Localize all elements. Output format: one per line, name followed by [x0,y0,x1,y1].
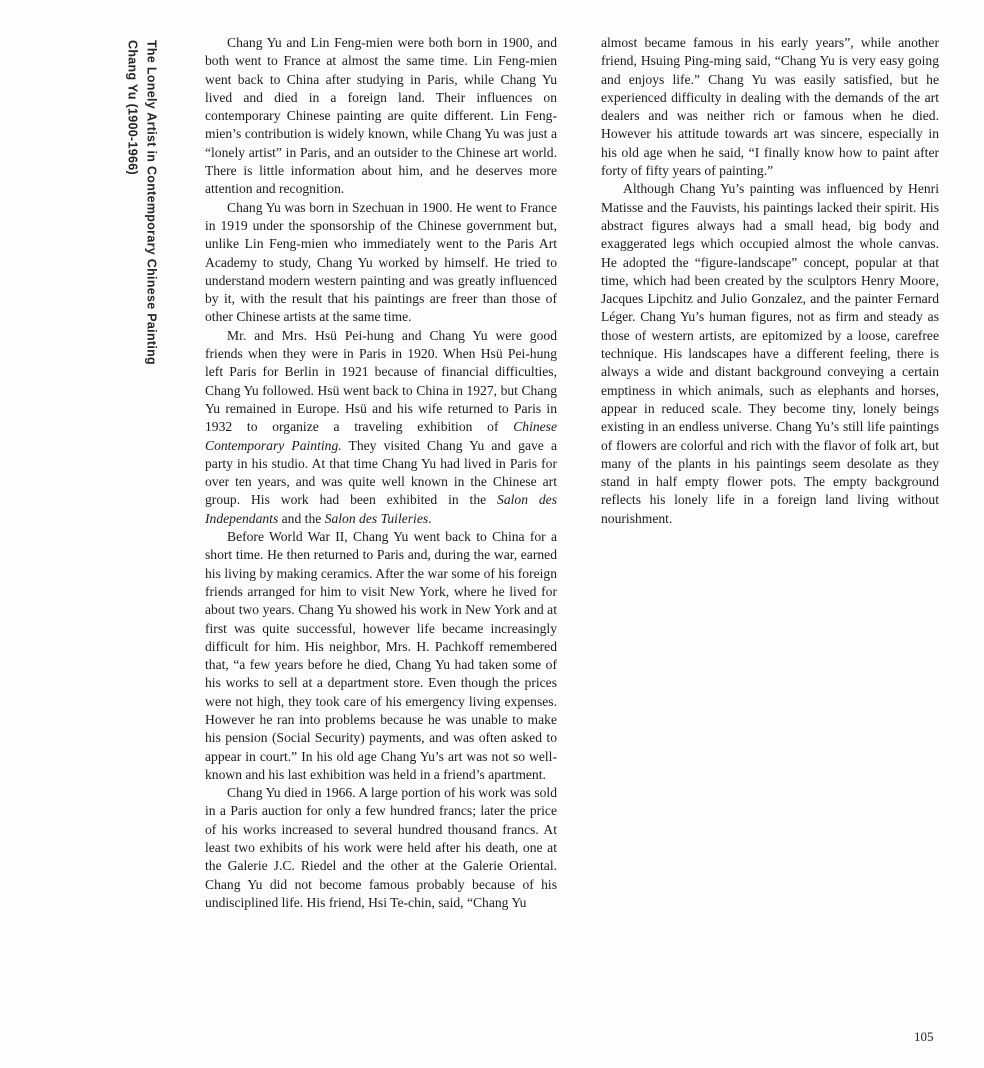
paragraph [205,327,557,528]
paragraph [205,34,557,199]
paragraph [205,784,557,912]
left-column [205,34,557,912]
paragraph [205,528,557,784]
text-run: and the [278,510,325,526]
right-column [601,34,939,912]
text-run: Although Chang Yu’s painting was influenced by Henri Matisse and the Fauvists, his paintings lacked their spirit. His abstract figures always had a small head, big body and exaggerated legs which occupied almost the whole canvas. He adopted the “figure-landscape” concept, popular at that time, which had been created by the sculptors Henry Moore, Jacques Lipchitz and Julio Gonzalez, and the painter Fernard Léger. Chang Yu’s human figures, not as firm and steady as those of western artists, are epitomized by a loose, carefree technique. His landscapes have a different feeling, there is always a wide and distant background conveying a certain emptiness in which animals, such as elephants and horses, appear in reduced scale. They become tiny, lonely beings existing in an endless universe. Chang Yu’s still life paintings of flowers are colorful and rich with the flavor of folk art, but many of the plants in his paintings seem desolate as they stand in half empty flower pots. The empty background reflects his lonely life in a foreign land living without nourishment. [601,181,939,526]
text-run: Chang Yu and Lin Feng-mien were both born in 1900, and both went to France at almost the same time. Lin Feng-mien went back to China after studying in Paris, while Chang Yu lived and died in a foreign land. Their influences on contemporary Chinese painting are quite different. Lin Feng-mien’s contribution is widely known, while Chang Yu was just a “lonely artist” in Paris, and an outsider to the Chinese art world. There is little information about him, and he deserves more attention and recognition. [205,35,557,197]
text-run: . [428,510,432,526]
page-number: 105 [914,1029,934,1044]
sidebar-title-block [124,40,158,365]
text-run: Mr. and Mrs. Hsü Pei-hung and Chang Yu were good friends when they were in Paris in 1920. When Hsü Pei-hung left Paris for Berlin in 1921 because of financial difficulties, Chang Yu followed. Hsü went back to China in 1927, but Chang Yu remained in Europe. Hsü and his wife returned to Paris in 1932 to organize a traveling exhibition of [205,327,557,435]
italic-text-run: Chinese Contemporary Painting. [205,419,557,453]
book-title: Chang Yu (1900-1966) [125,40,140,175]
paragraph [601,34,939,180]
text-run: They visited Chang Yu and gave a party in his studio. At that time Chang Yu had lived in Paris for over ten years, and was quite well known in the Chinese art group. His work had been exhibited in the [205,437,557,508]
text-run: Before World War II, Chang Yu went back to China for a short time. He then returned to Paris and, during the war, earned his living by making ceramics. After the war some of his foreign friends arranged for him to visit New York, where he lived for about two years. Chang Yu showed his work in New York and at first was quite successful, however life became increasingly difficult for him. His neighbor, Mrs. H. Pachkoff remembered that, “a few years before he died, Chang Yu had taken some of his works to sell at a department store. Even though the prices were not high, they took care of his emergency living expenses. However he ran into problems because he was unable to make his pension (Social Security) payments, and was often asked to appear in court.” In his old age Chang Yu’s art was not so well-known and his last exhibition was held in a friend’s apartment. [205,529,557,782]
text-run: almost became famous in his early years”, while another friend, Hsuing Ping-ming said, “Chang Yu is very easy going and enjoys life.” Chang Yu was easily satisfied, but he experienced difficulty in dealing with the demands of the art dealers and was neither rich or famous when he died. However his attitude towards art was sincere, especially in his old age when he said, “I finally know how to paint after forty of fifty years of painting.” [601,35,939,179]
italic-text-run: Salon des Independants [205,492,557,526]
text-run: Chang Yu was born in Szechuan in 1900. He went to France in 1919 under the sponsorship of the Chinese government but, unlike Lin Feng-mien who immediately went to the Paris Art Academy to study, Chang Yu worked by himself. He tried to understand modern western painting and was greatly influenced by it, with the result that his paintings are freer than those of other Chinese artists at the same time. [205,199,557,325]
paragraph [205,199,557,327]
article-body [205,34,939,912]
text-run: Chang Yu died in 1966. A large portion of his work was sold in a Paris auction for only a few hundred francs; later the price of his works increased to several hundred thousand francs. At least two exhibits of his work were held after his death, one at the Galerie J.C. Riedel and the other at the Galerie Oriental. Chang Yu did not become famous probably because of his undisciplined life. His friend, Hsi Te-chin, said, “Chang Yu [205,785,557,910]
book-subtitle: The Lonely Artist in Contemporary Chinese Painting [144,40,159,365]
italic-text-run: Salon des Tuileries [324,510,429,526]
paragraph [601,180,939,528]
